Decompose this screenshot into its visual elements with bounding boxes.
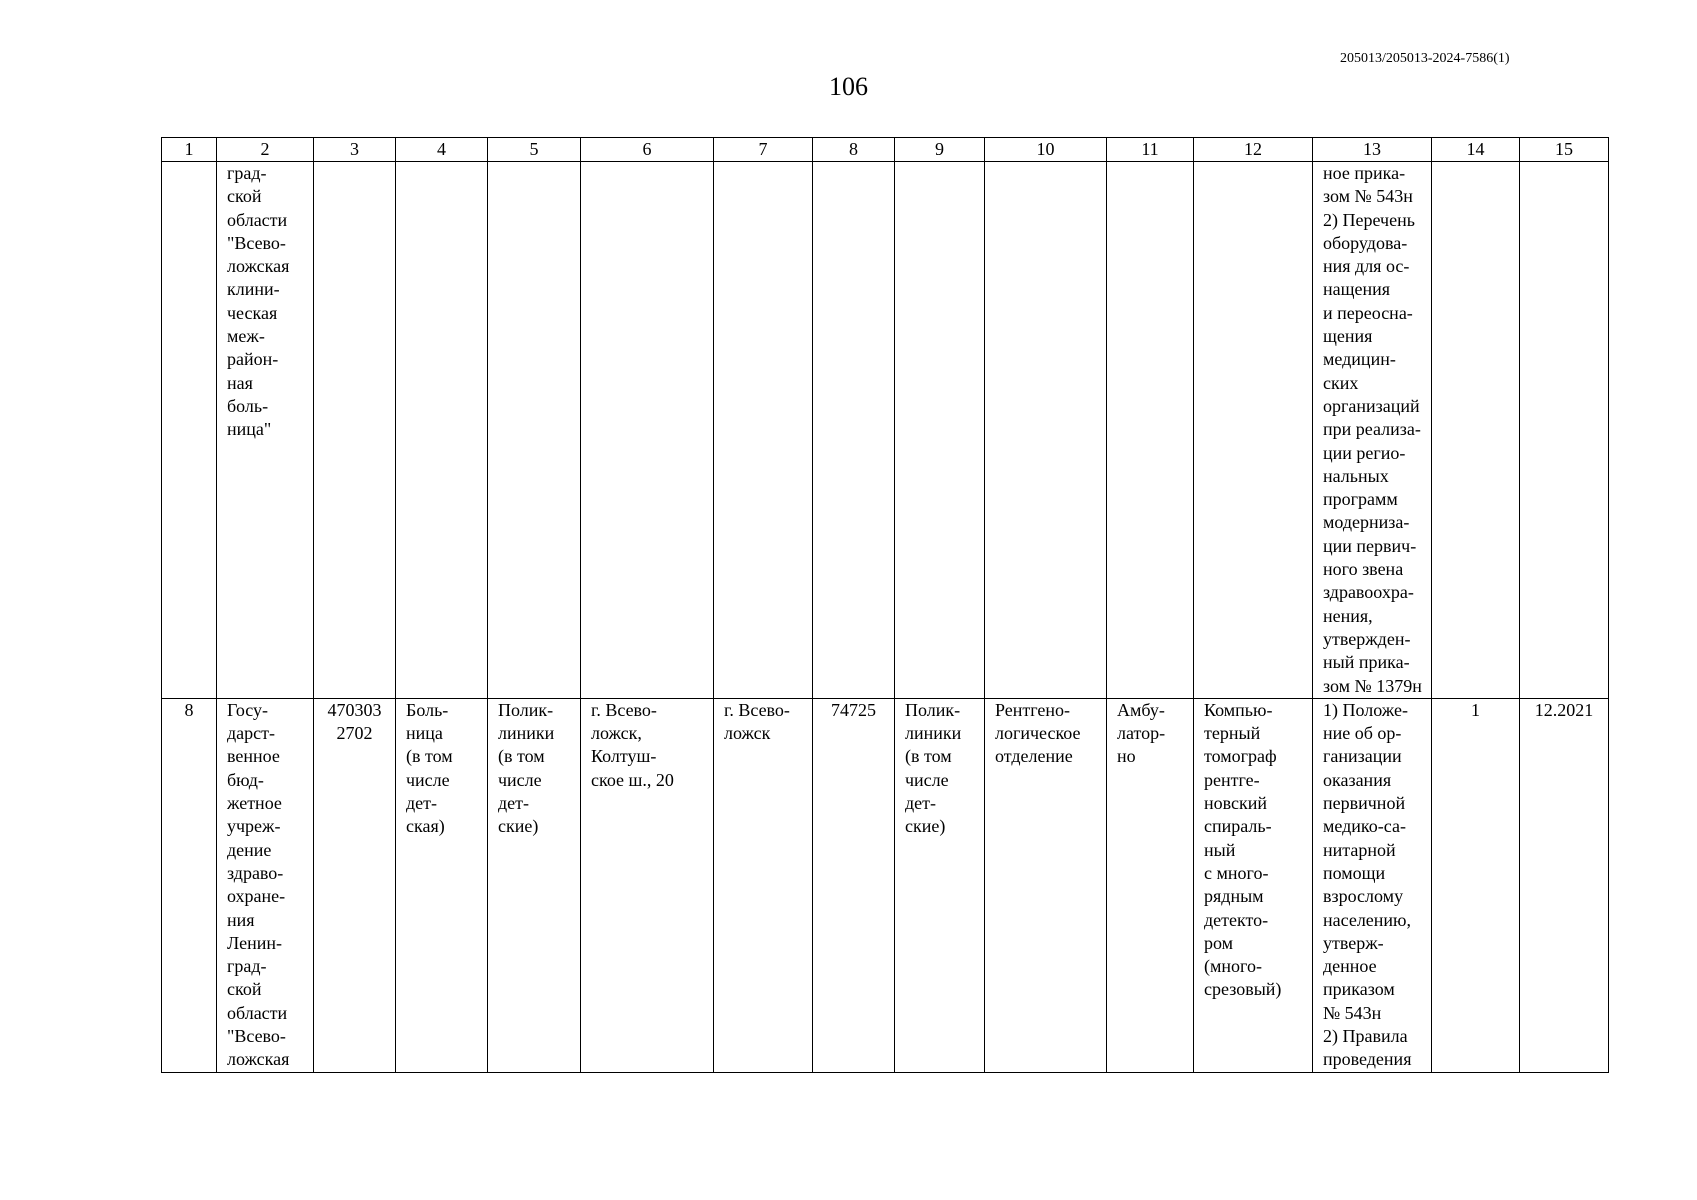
table-row	[162, 162, 1609, 699]
cell-address	[581, 162, 714, 699]
column-header: 13	[1313, 138, 1432, 162]
column-header: 1	[162, 138, 217, 162]
column-header: 4	[396, 138, 488, 162]
column-header: 6	[581, 138, 714, 162]
column-header: 7	[714, 138, 813, 162]
cell-code	[813, 162, 895, 699]
cell-quantity: 1	[1432, 698, 1520, 1072]
cell-department: Рентгено- логическое отделение	[985, 698, 1107, 1072]
column-header: 11	[1107, 138, 1194, 162]
cell-facility-type: Боль- ница (в том числе дет- ская)	[396, 698, 488, 1072]
cell-unit-type: Полик- линики (в том числе дет- ские)	[488, 698, 581, 1072]
cell-inn	[314, 162, 396, 699]
cell-organization: Госу- дарст- венное бюд- жетное учреж- дение здраво- охране- ния Ленин- град- ской области "Всево- ложская	[217, 698, 314, 1072]
column-header: 5	[488, 138, 581, 162]
cell-code: 74725	[813, 698, 895, 1072]
cell-address: г. Всево- ложск, Колтуш- ское ш., 20	[581, 698, 714, 1072]
column-header: 8	[813, 138, 895, 162]
data-table	[161, 137, 1609, 1073]
cell-regulations: 1) Положе- ние об ор- ганизации оказания первичной медико-са- нитарной помощи взрослому населению, утверж- денное приказом № 543н 2) Правила проведения	[1313, 698, 1432, 1072]
cell-inn: 470303 2702	[314, 698, 396, 1072]
cell-equipment: Компью- терный томограф рентге- новский спираль- ный с много- рядным детекто- ром (много- срезовый)	[1194, 698, 1313, 1072]
column-header: 9	[895, 138, 985, 162]
page-number: 106	[829, 72, 868, 101]
column-header: 3	[314, 138, 396, 162]
cell-equipment	[1194, 162, 1313, 699]
cell-unit-type	[488, 162, 581, 699]
cell-number	[162, 162, 217, 699]
cell-date	[1520, 162, 1609, 699]
cell-locality: г. Всево- ложск	[714, 698, 813, 1072]
document-id: 205013/205013-2024-7586(1)	[1340, 51, 1510, 66]
cell-care-form: Амбу- латор- но	[1107, 698, 1194, 1072]
cell-locality	[714, 162, 813, 699]
column-header: 12	[1194, 138, 1313, 162]
column-header: 10	[985, 138, 1107, 162]
cell-subdivision: Полик- линики (в том числе дет- ские)	[895, 698, 985, 1072]
table-header-row	[162, 138, 1609, 162]
cell-care-form	[1107, 162, 1194, 699]
cell-regulations: ное прика- зом № 543н 2) Перечень оборудова- ния для ос- нащения и переосна- щения медицин- ских организаций при реализа- ции регио- нальных программ модерниза- ции первич- ного звена здравоохра- нения, утвержден- ный прика- зом № 1379н	[1313, 162, 1432, 699]
cell-number: 8	[162, 698, 217, 1072]
cell-organization: град- ской области "Всево- ложская клини- ческая меж- район- ная боль- ница"	[217, 162, 314, 699]
cell-subdivision	[895, 162, 985, 699]
cell-facility-type	[396, 162, 488, 699]
cell-quantity	[1432, 162, 1520, 699]
column-header: 15	[1520, 138, 1609, 162]
table-row	[162, 698, 1609, 1072]
column-header: 14	[1432, 138, 1520, 162]
cell-department	[985, 162, 1107, 699]
column-header: 2	[217, 138, 314, 162]
cell-date: 12.2021	[1520, 698, 1609, 1072]
